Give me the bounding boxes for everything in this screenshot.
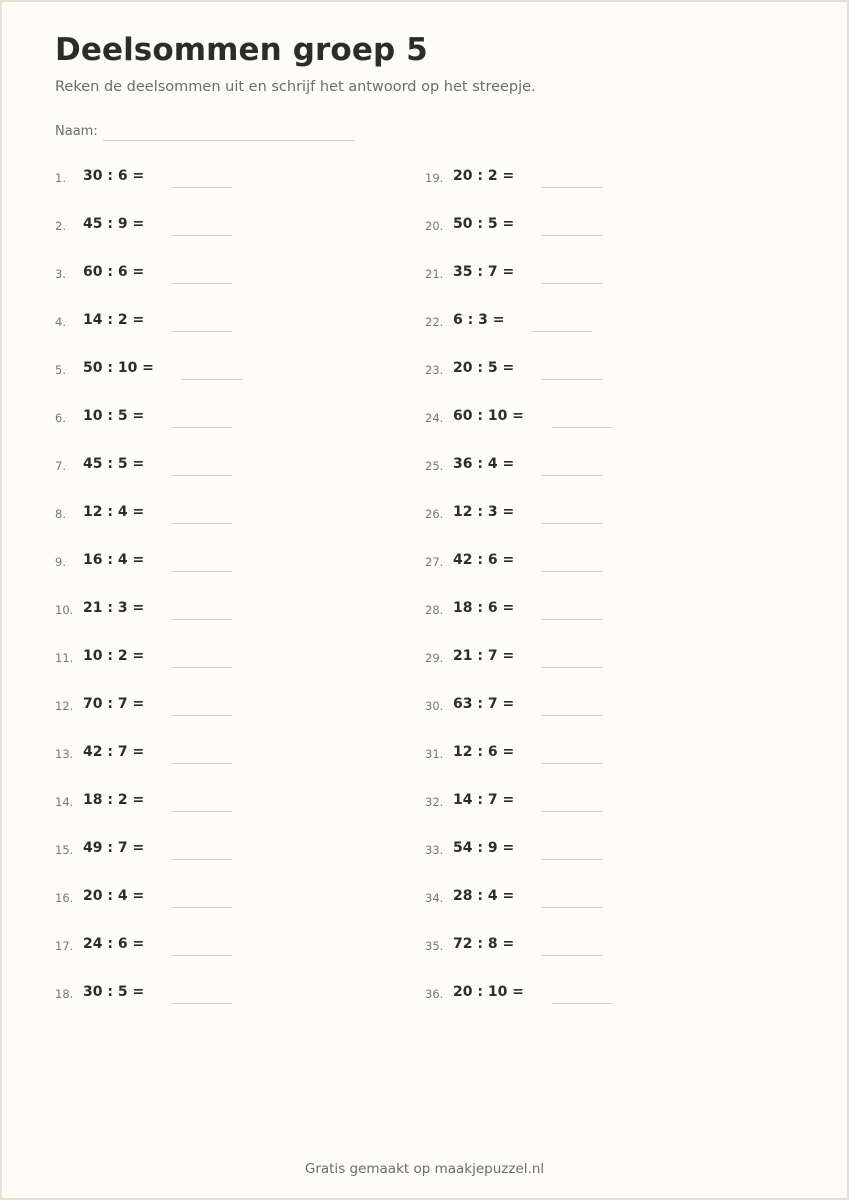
answer-line[interactable] bbox=[172, 763, 232, 764]
answer-line[interactable] bbox=[172, 187, 232, 188]
problem-item bbox=[425, 824, 612, 872]
problem-item bbox=[425, 776, 612, 824]
problem-expression: 70 : 7 = bbox=[83, 696, 145, 712]
problem-number: 30. bbox=[425, 698, 444, 713]
problem-number: 22. bbox=[425, 314, 444, 329]
problem-number: 24. bbox=[425, 410, 444, 425]
problem-item bbox=[55, 728, 242, 776]
problem-item bbox=[425, 632, 612, 680]
problem-number: 25. bbox=[425, 458, 444, 473]
problem-number: 11. bbox=[55, 650, 74, 665]
problem-number: 15. bbox=[55, 842, 74, 857]
problem-item bbox=[55, 296, 242, 344]
problem-expression: 18 : 2 = bbox=[83, 792, 145, 808]
answer-line[interactable] bbox=[172, 955, 232, 956]
problem-number: 14. bbox=[55, 794, 74, 809]
problem-number: 26. bbox=[425, 506, 444, 521]
problem-expression: 28 : 4 = bbox=[453, 888, 515, 904]
problem-item bbox=[55, 200, 242, 248]
problem-expression: 54 : 9 = bbox=[453, 840, 515, 856]
problem-item bbox=[425, 344, 612, 392]
problem-expression: 30 : 5 = bbox=[83, 984, 145, 1000]
answer-line[interactable] bbox=[542, 763, 602, 764]
problem-number: 4. bbox=[55, 314, 66, 329]
problem-expression: 30 : 6 = bbox=[83, 168, 145, 184]
problem-expression: 14 : 2 = bbox=[83, 312, 145, 328]
answer-line[interactable] bbox=[172, 811, 232, 812]
problem-number: 17. bbox=[55, 938, 74, 953]
problem-column-left bbox=[55, 152, 242, 1016]
answer-line[interactable] bbox=[542, 955, 602, 956]
answer-line[interactable] bbox=[172, 571, 232, 572]
problem-item bbox=[55, 488, 242, 536]
problem-expression: 12 : 6 = bbox=[453, 744, 515, 760]
name-row bbox=[55, 124, 354, 139]
problem-item bbox=[425, 248, 612, 296]
answer-line[interactable] bbox=[542, 907, 602, 908]
problem-expression: 12 : 3 = bbox=[453, 504, 515, 520]
answer-line[interactable] bbox=[172, 715, 232, 716]
problem-expression: 20 : 10 = bbox=[453, 984, 524, 1000]
problem-expression: 10 : 5 = bbox=[83, 408, 145, 424]
answer-line[interactable] bbox=[172, 907, 232, 908]
problem-expression: 72 : 8 = bbox=[453, 936, 515, 952]
problem-number: 23. bbox=[425, 362, 444, 377]
problem-item bbox=[55, 440, 242, 488]
answer-line[interactable] bbox=[542, 571, 602, 572]
instructions-text: Reken de deelsommen uit en schrijf het antwoord op het streepje. bbox=[55, 79, 536, 95]
problem-item bbox=[425, 152, 612, 200]
problem-number: 35. bbox=[425, 938, 444, 953]
problem-item bbox=[55, 824, 242, 872]
problem-expression: 20 : 5 = bbox=[453, 360, 515, 376]
problem-expression: 21 : 3 = bbox=[83, 600, 145, 616]
answer-line[interactable] bbox=[542, 283, 602, 284]
problem-item bbox=[425, 584, 612, 632]
problem-number: 32. bbox=[425, 794, 444, 809]
problem-item bbox=[425, 296, 612, 344]
answer-line[interactable] bbox=[172, 235, 232, 236]
problem-expression: 36 : 4 = bbox=[453, 456, 515, 472]
problem-number: 9. bbox=[55, 554, 66, 569]
problem-expression: 63 : 7 = bbox=[453, 696, 515, 712]
problem-number: 12. bbox=[55, 698, 74, 713]
problem-expression: 20 : 2 = bbox=[453, 168, 515, 184]
problem-number: 28. bbox=[425, 602, 444, 617]
answer-line[interactable] bbox=[172, 331, 232, 332]
answer-line[interactable] bbox=[172, 1003, 232, 1004]
page-title: Deelsommen groep 5 bbox=[55, 32, 428, 68]
problem-number: 6. bbox=[55, 410, 66, 425]
answer-line[interactable] bbox=[172, 619, 232, 620]
problem-number: 29. bbox=[425, 650, 444, 665]
problem-number: 3. bbox=[55, 266, 66, 281]
answer-line[interactable] bbox=[542, 235, 602, 236]
name-answer-line[interactable] bbox=[103, 140, 354, 141]
problem-item bbox=[425, 200, 612, 248]
problem-number: 20. bbox=[425, 218, 444, 233]
answer-line[interactable] bbox=[172, 523, 232, 524]
answer-line[interactable] bbox=[532, 331, 592, 332]
problem-expression: 60 : 6 = bbox=[83, 264, 145, 280]
problem-item bbox=[55, 392, 242, 440]
problem-expression: 35 : 7 = bbox=[453, 264, 515, 280]
problem-item bbox=[55, 968, 242, 1016]
problem-expression: 21 : 7 = bbox=[453, 648, 515, 664]
problem-expression: 45 : 9 = bbox=[83, 216, 145, 232]
problem-number: 31. bbox=[425, 746, 444, 761]
answer-line[interactable] bbox=[172, 667, 232, 668]
problem-item bbox=[55, 872, 242, 920]
problem-item bbox=[425, 488, 612, 536]
answer-line[interactable] bbox=[542, 523, 602, 524]
problem-number: 36. bbox=[425, 986, 444, 1001]
answer-line[interactable] bbox=[542, 715, 602, 716]
answer-line[interactable] bbox=[542, 187, 602, 188]
problem-number: 21. bbox=[425, 266, 444, 281]
problem-item bbox=[425, 920, 612, 968]
problem-expression: 50 : 5 = bbox=[453, 216, 515, 232]
problem-item bbox=[425, 392, 612, 440]
answer-line[interactable] bbox=[542, 667, 602, 668]
problem-number: 13. bbox=[55, 746, 74, 761]
problem-item bbox=[425, 440, 612, 488]
problem-item bbox=[425, 968, 612, 1016]
answer-line[interactable] bbox=[172, 475, 232, 476]
answer-line[interactable] bbox=[552, 427, 612, 428]
problem-item bbox=[55, 536, 242, 584]
problem-number: 1. bbox=[55, 170, 66, 185]
problem-number: 33. bbox=[425, 842, 444, 857]
problem-expression: 6 : 3 = bbox=[453, 312, 505, 328]
answer-line[interactable] bbox=[172, 427, 232, 428]
problem-item bbox=[55, 920, 242, 968]
problem-expression: 14 : 7 = bbox=[453, 792, 515, 808]
name-label: Naam: bbox=[55, 124, 98, 139]
problem-number: 16. bbox=[55, 890, 74, 905]
problem-expression: 49 : 7 = bbox=[83, 840, 145, 856]
problem-item bbox=[425, 728, 612, 776]
answer-line[interactable] bbox=[542, 475, 602, 476]
answer-line[interactable] bbox=[542, 379, 602, 380]
problem-number: 5. bbox=[55, 362, 66, 377]
problem-expression: 20 : 4 = bbox=[83, 888, 145, 904]
problem-number: 34. bbox=[425, 890, 444, 905]
problem-number: 2. bbox=[55, 218, 66, 233]
answer-line[interactable] bbox=[182, 379, 242, 380]
answer-line[interactable] bbox=[552, 1003, 612, 1004]
answer-line[interactable] bbox=[542, 859, 602, 860]
problem-expression: 12 : 4 = bbox=[83, 504, 145, 520]
problem-expression: 45 : 5 = bbox=[83, 456, 145, 472]
problem-item bbox=[425, 872, 612, 920]
problem-item bbox=[55, 632, 242, 680]
problem-expression: 42 : 7 = bbox=[83, 744, 145, 760]
problem-number: 19. bbox=[425, 170, 444, 185]
problem-expression: 60 : 10 = bbox=[453, 408, 524, 424]
answer-line[interactable] bbox=[172, 283, 232, 284]
problem-column-right bbox=[425, 152, 612, 1016]
problem-number: 27. bbox=[425, 554, 444, 569]
problem-number: 8. bbox=[55, 506, 66, 521]
answer-line[interactable] bbox=[542, 619, 602, 620]
problem-expression: 18 : 6 = bbox=[453, 600, 515, 616]
problem-item bbox=[55, 584, 242, 632]
footer-credit: Gratis gemaakt op maakjepuzzel.nl bbox=[304, 1161, 545, 1177]
problem-expression: 16 : 4 = bbox=[83, 552, 145, 568]
problem-item bbox=[55, 152, 242, 200]
problem-expression: 50 : 10 = bbox=[83, 360, 154, 376]
problem-item bbox=[55, 776, 242, 824]
problem-number: 7. bbox=[55, 458, 66, 473]
problem-number: 18. bbox=[55, 986, 74, 1001]
problem-item bbox=[55, 248, 242, 296]
problem-expression: 24 : 6 = bbox=[83, 936, 145, 952]
problem-expression: 42 : 6 = bbox=[453, 552, 515, 568]
answer-line[interactable] bbox=[542, 811, 602, 812]
answer-line[interactable] bbox=[172, 859, 232, 860]
problem-item bbox=[55, 344, 242, 392]
problem-item bbox=[425, 680, 612, 728]
problem-expression: 10 : 2 = bbox=[83, 648, 145, 664]
problem-item bbox=[55, 680, 242, 728]
problem-number: 10. bbox=[55, 602, 74, 617]
problem-item bbox=[425, 536, 612, 584]
